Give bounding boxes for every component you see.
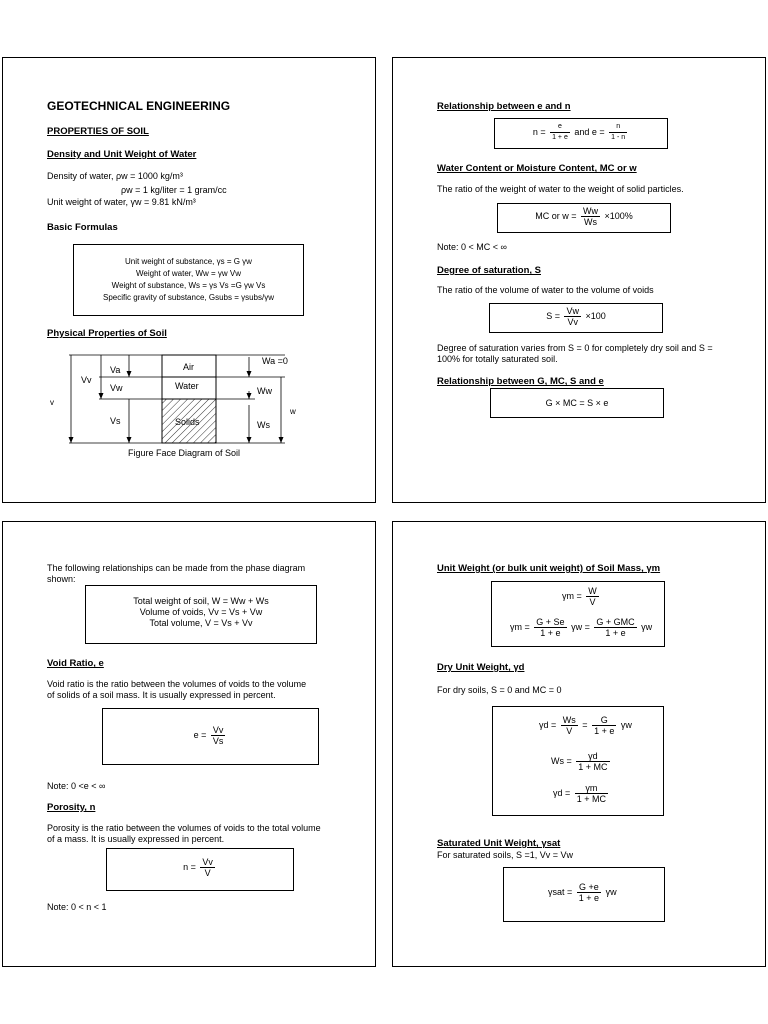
mc-text: The ratio of the weight of water to the weight of solid particles. (437, 184, 684, 194)
dry-formula-1: γd = $\frac{Ws}{V}$ = $\frac{G}{1 + e}$ γw (539, 715, 632, 736)
unit-weight-formula-2: γm = $\frac{G + Se}{1 + e}$ γw = $\frac{\text{G + GMC}}{1 + e}$ γw (510, 617, 653, 638)
formula-unit-weight: Unit weight of substance, γs = G γw (125, 257, 252, 266)
sat-text: The ratio of the volume of water to the volume of voids (437, 285, 654, 295)
gmc-formula-box (490, 388, 664, 418)
dry-text: For dry soils, S = 0 and MC = 0 (437, 685, 562, 695)
intro-text: The following relationships can be made from the phase diagram shown: (47, 563, 306, 584)
saturated-box (503, 867, 665, 922)
water-label: Water (175, 381, 199, 391)
slide-properties-of-soil (2, 57, 376, 503)
formula-weight-substance: Weight of substance, Ws = γs Vs =G γw Vs (111, 281, 266, 290)
unit-weight-formula-1: γm = $\frac{W}{V}$ (562, 586, 597, 607)
vw-label: Vw (110, 383, 123, 393)
density-line-3: Unit weight of water, γw = 9.81 kN/m³ (47, 197, 196, 207)
heading-void-ratio: Void Ratio, e (47, 658, 104, 669)
diagram-caption: Figure Face Diagram of Soil (128, 448, 241, 458)
porosity-box (106, 848, 294, 891)
heading-moisture-content: Water Content or Moisture Content, MC or w (437, 163, 637, 174)
heading-dry-unit-weight: Dry Unit Weight, γd (437, 662, 525, 673)
void-ratio-box (102, 708, 319, 765)
relationships-box (85, 585, 317, 644)
basic-formulas-box (73, 244, 304, 316)
e-n-fraction-1: $\frac{e}{1 + e}$ (552, 123, 568, 141)
heading-e-n: Relationship between e and n (437, 101, 571, 112)
volume-voids-formula: Volume of voids, Vv = Vs + Vw (139, 607, 263, 617)
porosity-lhs: n = (183, 861, 196, 872)
heading-unit-weight: Unit Weight (or bulk unit weight) of Soil Mass, γm (437, 563, 661, 574)
saturated-formula: γsat = $\frac{G +e}{1 + e}$ γw (548, 882, 617, 903)
formula-specific-gravity: Specific gravity of substance, Gsubs = γsubs/γw (103, 293, 274, 302)
section-heading-basic-formulas: Basic Formulas (47, 222, 118, 233)
heading-porosity: Porosity, n (47, 802, 96, 813)
phase-diagram (3, 343, 375, 463)
slide-unit-weights (392, 521, 766, 967)
ws-label: Ws (257, 420, 270, 430)
section-heading-physical: Physical Properties of Soil (47, 328, 167, 339)
w-label: w (290, 407, 296, 416)
dry-formula-2: Ws = $\frac{\gamma d}{1 + MC}$ (551, 751, 608, 772)
void-ratio-text: Void ratio is the ratio between the volumes of voids to the volume of solids of a soil mass. It is usually expressed in percent. (47, 679, 307, 700)
saturated-text: For saturated soils, S =1, Vv = Vw (437, 850, 574, 860)
heading-saturation: Degree of saturation, S (437, 265, 541, 276)
total-volume-formula: Total volume, V = Vs + Vv (149, 618, 253, 628)
mc-formula-box (497, 203, 671, 233)
slide-void-ratio-porosity (2, 521, 376, 967)
sat-note: Degree of saturation varies from S = 0 for completely dry soil and S = 100% for totally saturated soil. (437, 343, 713, 364)
void-note: Note: 0 <e < ∞ (47, 781, 106, 791)
porosity-text: Porosity is the ratio between the volumes of voids to the total volume of a mass. It is usually expressed in percent. (47, 823, 321, 844)
e-n-formula-box (494, 118, 668, 149)
e-n-and: and e = (574, 126, 605, 137)
ww-label: Ww (257, 386, 272, 396)
vv-label: Vv (81, 375, 92, 385)
sat-lhs: S = (546, 310, 560, 321)
solids-label: Solids (175, 417, 200, 427)
sat-fraction: $\frac{Vw}{Vv}$ (566, 306, 579, 327)
mc-fraction: $\frac{Ww}{Ws}$ (582, 206, 598, 227)
void-lhs: e = (193, 729, 207, 740)
e-n-lhs: n = (532, 126, 546, 137)
air-label: Air (183, 362, 194, 372)
unit-weight-box (491, 581, 665, 647)
density-line-1: Density of water, ρw = 1000 kg/m³ (47, 171, 183, 181)
heading-g-mc-s-e: Relationship between G, MC, S and e (437, 376, 604, 387)
porosity-note: Note: 0 < n < 1 (47, 902, 107, 912)
void-fraction: $\frac{Vv}{Vs}$ (212, 725, 224, 746)
va-label: Va (110, 365, 121, 375)
formula-weight-water: Weight of water, Ww = γw Vw (136, 269, 241, 278)
dry-unit-weight-box (492, 706, 664, 816)
mc-note: Note: 0 < MC < ∞ (437, 242, 507, 252)
vs-label: Vs (110, 416, 121, 426)
section-heading-properties: PROPERTIES OF SOIL (47, 126, 149, 137)
dry-formula-3: γd = $\frac{\gamma m}{1 + MC}$ (553, 783, 607, 804)
document-title: GEOTECHNICAL ENGINEERING (47, 99, 231, 113)
slide-relationships (392, 57, 766, 503)
porosity-fraction: $\frac{Vv}{V}$ (202, 857, 213, 878)
total-weight-formula: Total weight of soil, W = Ww + Ws (133, 596, 269, 606)
mc-post: ×100% (604, 210, 633, 221)
v-label: v (50, 398, 54, 407)
heading-saturated-unit-weight: Saturated Unit Weight, γsat (437, 838, 561, 849)
section-heading-density: Density and Unit Weight of Water (47, 149, 197, 160)
gmc-formula: G × MC = S × e (545, 398, 609, 408)
e-n-fraction-2: $\frac{n}{1 - n}$ (611, 123, 626, 141)
mc-lhs: MC or w = (535, 210, 577, 221)
density-line-2: ρw = 1 kg/liter = 1 gram/cc (121, 185, 227, 195)
sat-post: ×100 (585, 310, 606, 321)
wa-label: Wa =0 (262, 356, 288, 366)
sat-formula-box (489, 303, 663, 333)
